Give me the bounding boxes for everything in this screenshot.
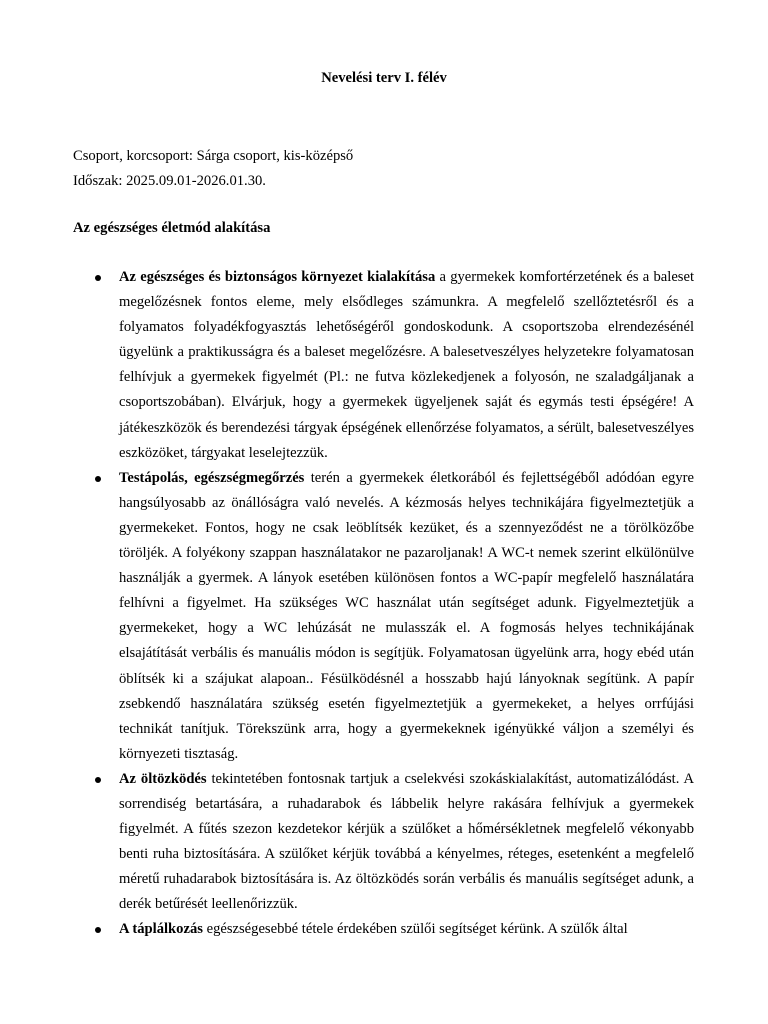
bullet-icon xyxy=(95,777,101,783)
bullet-icon xyxy=(95,275,101,281)
bullet-list xyxy=(0,265,768,943)
bullet-text: egészségesebbé tétele érdekében szülői segítséget kérünk. A szülők által xyxy=(202,921,628,938)
bullet-bold-text: A táplálkozás xyxy=(119,921,203,938)
bullet-text: a gyermekek komfortérzetének és a baleset megelőzésnek fontos eleme, mely elsődleges számunkra. A megfelelő szellőztetésről és a folyamatos folyadékfogyasztás lehetőségéről gondoskodunk. A csoportszoba elrendezésénél ügyelünk a praktikusságra és a baleset megelőzésre. A balesetveszélyes helyzetekre folyamatosan felhívjuk a gyermekek figyelmét (Pl.: ne futva közlekedjenek a folyosón, ne szaladgáljanak a csoportszobában). Elvárjuk, hogy a gyermekek ügyeljenek saját és egymás testi épségére! A játékeszközök és berendezési tárgyak épségének ellenőrzése folyamatos, a sérült, balesetveszélyes eszközöket, tárgyakat leselejtezzük. xyxy=(119,269,695,461)
bullet-text: tekintetében fontosnak tartjuk a cselekvési szokáskialakítást, automatizálódást. A sorrendiség betartására, a ruhadarabok és lábbelik helyre rakására felhívjuk a gyermekek figyelmét. A fűtés szezon kezdetekor kérjük a szülőket a hőmérsékletnek megfelelő vékonyabb benti ruha biztosítására. A szülőket kérjük továbbá a kényelmes, réteges, esetenként a megfelelő méretű ruhadarabok biztosítására is. Az öltözködés során verbális és manuális segítséget adunk, a derék betűrését leellenőrizzük. xyxy=(119,770,694,913)
bullet-icon xyxy=(95,476,101,482)
bullet-bold-text: Az öltözködés xyxy=(119,770,207,787)
period-line: Időszak: 2025.09.01-2026.01.30. xyxy=(73,173,266,189)
bullet-bold-text: Testápolás, egészségmegőrzés xyxy=(119,469,305,486)
document-meta xyxy=(73,144,693,194)
document-title: Nevelési terv I. félév xyxy=(321,70,447,86)
list-item xyxy=(119,917,694,942)
group-line: Csoport, korcsoport: Sárga csoport, kis-középső xyxy=(73,148,354,164)
bullet-bold-text: Az egészséges és biztonságos környezet kialakítása xyxy=(119,269,436,285)
list-item xyxy=(119,767,694,918)
list-item xyxy=(119,466,694,767)
list-item xyxy=(119,265,694,466)
bullet-icon xyxy=(95,927,101,933)
bullet-text: terén a gyermekek életkorából és fejlettségéből adódóan egyre hangsúlyosabb az önállóságra való nevelés. A kézmosás helyes technikájára figyelmeztetjük a gyermekeket. Fontos, hogy ne csak leöblítsék kezüket, és a szennyeződést ne a törölközőbe töröljék. A folyékony szappan használatakor ne pazaroljanak! A WC-t nemek szerint elkülönülve használják a gyermek. A lányok esetében különösen fontos a WC-papír megfelelő használatára felhívni a figyelmet. Ha szükséges WC használat után segítséget adunk. Figyelmeztetjük a gyermekeket, hogy a WC lehúzását ne mulasszák el. A fogmosás helyes technikájának elsajátítását verbális és manuális módon is segítjük. Folyamatosan ügyelünk arra, hogy ebéd után öblítsék ki a szájukat alapoan.. Fésülködésnél a hosszabb hajú lányoknak segítünk. A papír zsebkendő használatára szükség esetén figyelmeztetjük a gyermekeket, a helyes orrfújási technikát tanítjuk. Törekszünk arra, hogy a gyermekeknek igényükké váljon a személyi és környezeti tisztaság. xyxy=(119,469,694,762)
section-heading: Az egészséges életmód alakítása xyxy=(73,220,271,236)
